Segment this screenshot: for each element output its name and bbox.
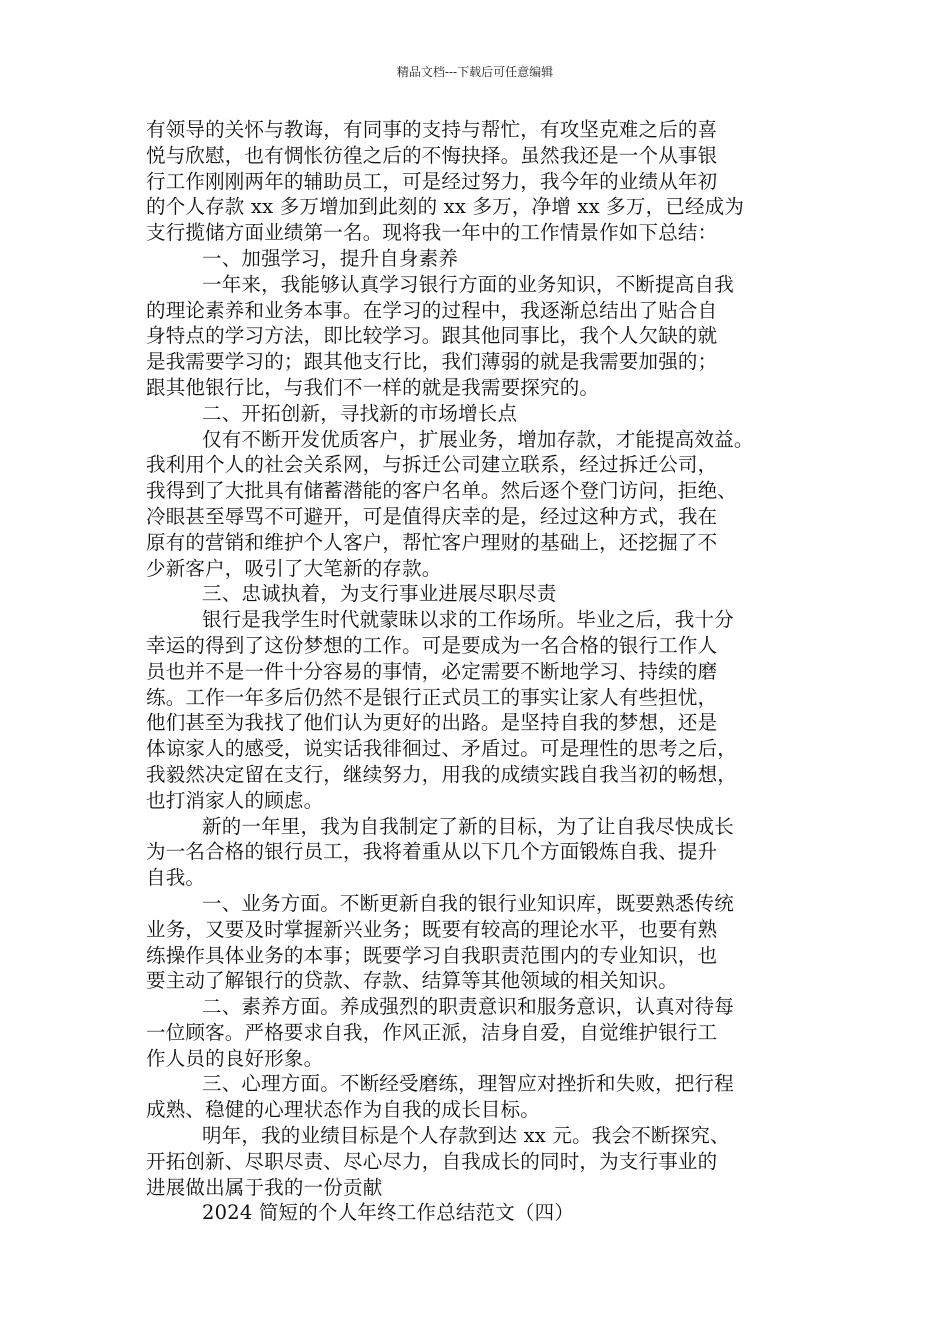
- text-line: 少新客户，吸引了大笔新的存款。: [146, 556, 442, 580]
- text-line: 银行是我学生时代就蒙昧以求的工作场所。毕业之后，我十分: [202, 608, 734, 632]
- text-line: 进展做出属于我的一份贡献: [146, 1175, 383, 1199]
- text-line: 为一名合格的银行员工，我将着重从以下几个方面锻炼自我、提升: [146, 840, 718, 864]
- text-line: 的理论素养和业务本事。在学习的过程中，我逐渐总结出了贴合自: [146, 298, 718, 322]
- text-line: 成熟、稳健的心理状态作为自我的成长目标。: [146, 1098, 541, 1122]
- text-line: 业务，又要及时掌握新兴业务；既要有较高的理论水平，也要有熟: [146, 917, 718, 941]
- text-line: 跟其他银行比，与我们不一样的就是我需要探究的。: [146, 375, 600, 399]
- text-line: 行工作刚刚两年的辅助员工，可是经过努力，我今年的业绩从年初: [146, 169, 718, 193]
- text-line: 是我需要学习的；跟其他支行比，我们薄弱的就是我需要加强的；: [146, 350, 718, 374]
- text-line: 原有的营销和维护个人客户，帮忙客户理财的基础上，还挖掘了不: [146, 530, 718, 554]
- text-line: 我得到了大批具有储蓄潜能的客户名单。然后逐个登门访问，拒绝、: [146, 479, 738, 503]
- text-line: 仅有不断开发优质客户，扩展业务，增加存款，才能提高效益。: [202, 427, 754, 451]
- text-line: 新的一年里，我为自我制定了新的目标，为了让自我尽快成长: [202, 814, 734, 838]
- text-line: 练操作具体业务的本事；既要学习自我职责范围内的专业知识，也: [146, 943, 718, 967]
- text-line: 一、业务方面。不断更新自我的银行业知识库，既要熟悉传统: [202, 891, 734, 915]
- text-line: 明年，我的业绩目标是个人存款到达 xx 元。我会不断探究、: [202, 1124, 730, 1148]
- text-line: 幸运的得到了这份梦想的工作。可是要成为一名合格的银行工作人: [146, 633, 718, 657]
- page-header: 精品文档---下载后可任意编辑: [396, 65, 554, 79]
- text-line: 自我。: [146, 866, 206, 890]
- text-line: 2024 简短的个人年终工作总结范文（四）: [202, 1201, 575, 1225]
- text-line: 三、心理方面。不断经受磨练，理智应对挫折和失败，把行程: [202, 1072, 734, 1096]
- text-line: 冷眼甚至辱骂不可避开，可是值得庆幸的是，经过这种方式，我在: [146, 504, 718, 528]
- text-line: 三、忠诚执着，为支行事业进展尽职尽责: [202, 582, 557, 606]
- text-line: 身特点的学习方法，即比较学习。跟其他同事比，我个人欠缺的就: [146, 324, 718, 348]
- text-line: 有领导的关怀与教诲，有同事的支持与帮忙，有攻坚克难之后的喜: [146, 118, 718, 141]
- text-line: 开拓创新、尽职尽责、尽心尽力，自我成长的同时，为支行事业的: [146, 1149, 718, 1173]
- text-line: 一位顾客。严格要求自我，作风正派，洁身自爱，自觉维护银行工: [146, 1020, 718, 1044]
- text-line: 二、素养方面。养成强烈的职责意识和服务意识，认真对待每: [202, 995, 734, 1019]
- text-line: 员也并不是一件十分容易的事情，必定需要不断地学习、持续的磨: [146, 659, 718, 683]
- text-line: 我毅然决定留在支行，继续努力，用我的成绩实践自我当初的畅想，: [146, 762, 738, 786]
- text-line: 练。工作一年多后仍然不是银行正式员工的事实让家人有些担忧，: [146, 685, 718, 709]
- text-line: 也打消家人的顾虑。: [146, 788, 324, 812]
- text-line: 要主动了解银行的贷款、存款、结算等其他领域的相关知识。: [146, 969, 678, 993]
- text-line: 我利用个人的社会关系网，与拆迁公司建立联系，经过拆迁公司，: [146, 453, 718, 477]
- text-line: 支行揽储方面业绩第一名。现将我一年中的工作情景作如下总结：: [146, 221, 718, 245]
- text-line: 悦与欣慰，也有惆怅彷徨之后的不悔抉择。虽然我还是一个从事银: [146, 143, 718, 167]
- text-line: 他们甚至为我找了他们认为更好的出路。是坚持自我的梦想，还是: [146, 711, 718, 735]
- text-line: 一年来，我能够认真学习银行方面的业务知识，不断提高自我: [202, 272, 734, 296]
- text-line: 的个人存款 xx 多万增加到此刻的 xx 多万，净增 xx 多万，已经成为: [146, 195, 745, 219]
- text-line: 一、加强学习，提升自身素养: [202, 246, 459, 270]
- text-line: 作人员的良好形象。: [146, 1046, 324, 1070]
- document-body: [146, 117, 836, 1226]
- text-line: 二、开拓创新，寻找新的市场增长点: [202, 401, 518, 425]
- text-line: 体谅家人的感受，说实话我徘徊过、矛盾过。可是理性的思考之后，: [146, 737, 738, 761]
